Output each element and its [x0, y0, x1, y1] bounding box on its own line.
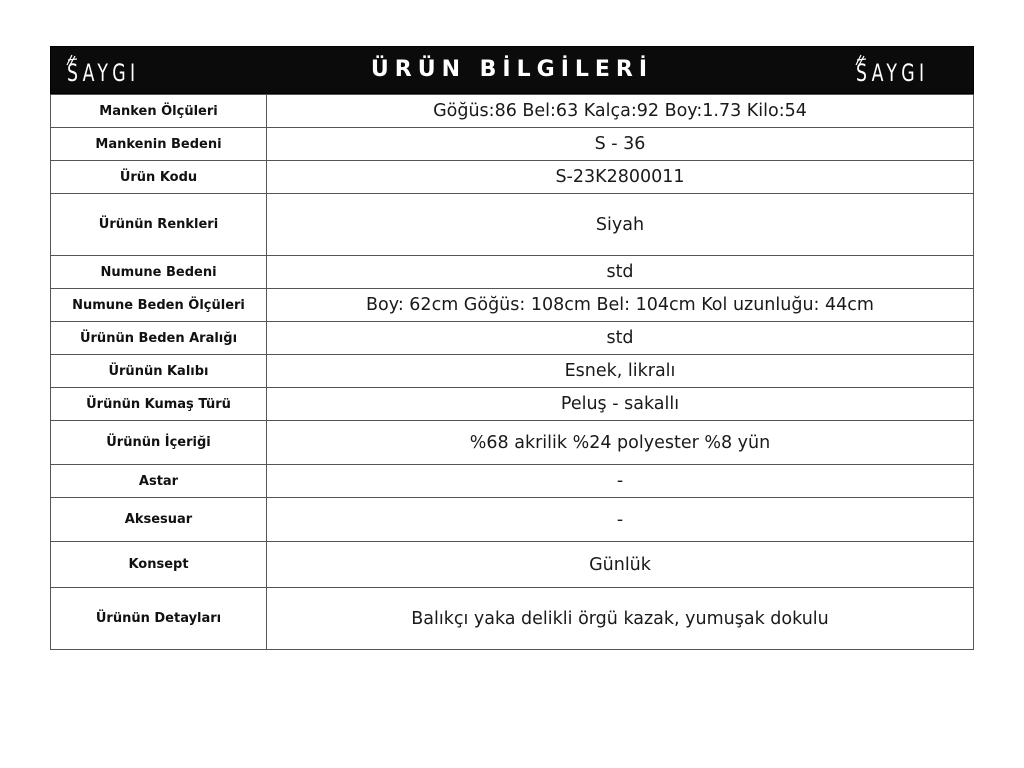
- header-banner: [50, 46, 974, 94]
- product-info-table: [50, 94, 974, 650]
- row-value: Boy: 62cm Göğüs: 108cm Bel: 104cm Kol uzunluğu: 44cm: [267, 289, 974, 322]
- row-label: Ürünün Kalıbı: [51, 355, 267, 388]
- row-value: std: [267, 256, 974, 289]
- row-value: Göğüs:86 Bel:63 Kalça:92 Boy:1.73 Kilo:54: [267, 95, 974, 128]
- table-row: [51, 421, 974, 465]
- row-label: Ürünün Renkleri: [51, 194, 267, 256]
- row-label: Numune Bedeni: [51, 256, 267, 289]
- table-row: [51, 128, 974, 161]
- row-label: Astar: [51, 465, 267, 498]
- table-row: [51, 588, 974, 650]
- row-value: Balıkçı yaka delikli örgü kazak, yumuşak dokulu: [267, 588, 974, 650]
- row-label: Numune Beden Ölçüleri: [51, 289, 267, 322]
- table-row: [51, 256, 974, 289]
- row-value: %68 akrilik %24 polyester %8 yün: [267, 421, 974, 465]
- product-info-sheet: [50, 46, 974, 650]
- row-label: Ürünün Beden Aralığı: [51, 322, 267, 355]
- table-row: [51, 289, 974, 322]
- row-label: Ürünün Kumaş Türü: [51, 388, 267, 421]
- row-value: Esnek, likralı: [267, 355, 974, 388]
- row-value: S - 36: [267, 128, 974, 161]
- table-row: [51, 542, 974, 588]
- table-row: [51, 465, 974, 498]
- row-value: std: [267, 322, 974, 355]
- row-label: Ürünün İçeriği: [51, 421, 267, 465]
- brand-logo-text: SAYGI: [856, 59, 929, 87]
- row-label: Konsept: [51, 542, 267, 588]
- table-row: [51, 498, 974, 542]
- table-row: [51, 388, 974, 421]
- row-value: Günlük: [267, 542, 974, 588]
- row-value: Siyah: [267, 194, 974, 256]
- row-value: -: [267, 465, 974, 498]
- row-label: Ürünün Detayları: [51, 588, 267, 650]
- row-label: Mankenin Bedeni: [51, 128, 267, 161]
- row-value: Peluş - sakallı: [267, 388, 974, 421]
- row-label: Aksesuar: [51, 498, 267, 542]
- row-label: Manken Ölçüleri: [51, 95, 267, 128]
- row-value: -: [267, 498, 974, 542]
- brand-logo-text: SAYGI: [67, 59, 140, 87]
- table-row: [51, 161, 974, 194]
- table-row: [51, 322, 974, 355]
- row-label: Ürün Kodu: [51, 161, 267, 194]
- table-row: [51, 355, 974, 388]
- brand-logo-right: [856, 53, 957, 87]
- table-row: [51, 194, 974, 256]
- page-title: ÜRÜN BİLGİLERİ: [370, 57, 654, 82]
- table-row: [51, 95, 974, 128]
- row-value: S-23K2800011: [267, 161, 974, 194]
